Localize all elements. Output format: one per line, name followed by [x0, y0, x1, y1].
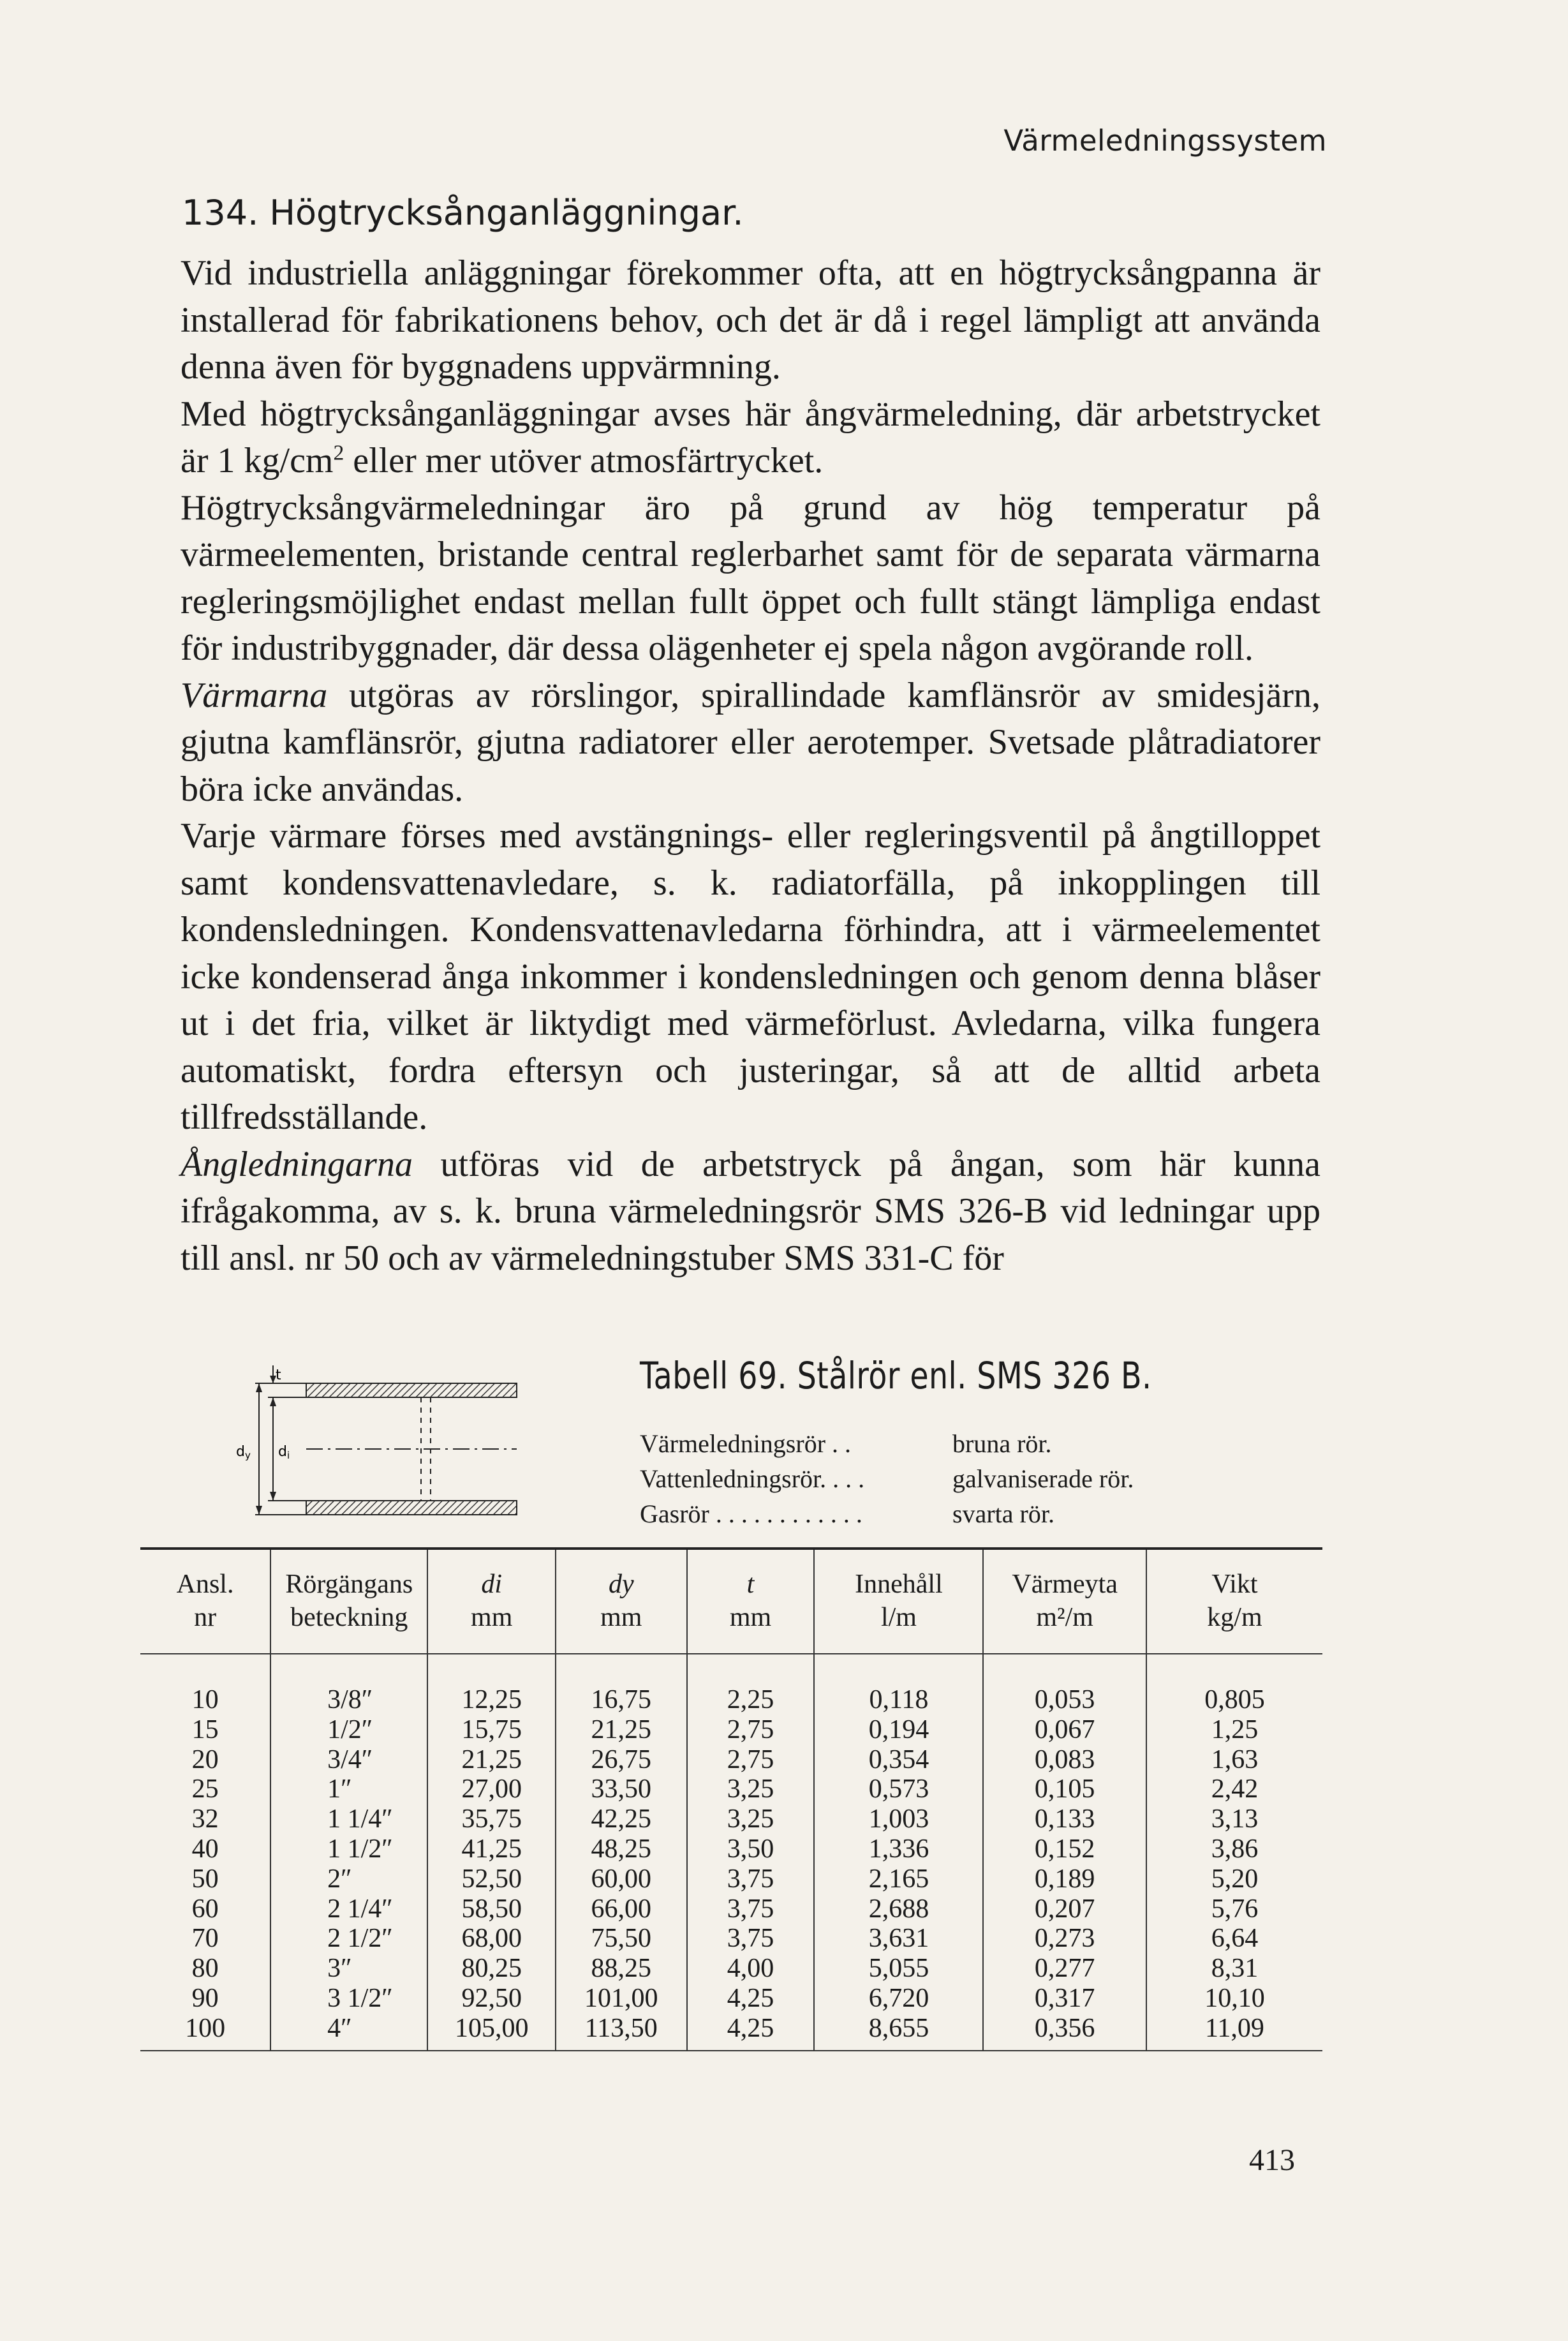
header-line: kg/m: [1207, 1603, 1262, 1632]
table-cell: 5,20: [1146, 1864, 1322, 1894]
table-cell: 3,13: [1146, 1804, 1322, 1834]
paragraph: [181, 1141, 1320, 1282]
paragraph-text: utföras vid de arbetstryck på ångan, som här kunna ifrågakomma, av s. k. bruna värmeledningsrör SMS 326-B vid ledningar upp till ansl. nr 50 och av värmeledningstuber SMS 331-C för: [181, 1144, 1320, 1278]
table-cell: 48,25: [556, 1834, 687, 1864]
paragraph-text: Med högtrycksånganläggningar avses här ångvärmeledning, där arbetstrycket är 1 kg/cm: [181, 394, 1320, 480]
paragraph: Vid industriella anläggningar förekommer ofta, att en högtrycksångpanna är installerad för fabrikationens behov, och det är då i regel lämpligt att använda denna även för byggnadens uppvärmning.: [181, 253, 1320, 387]
paragraph: Högtrycksångvärmeledningar äro på grund av hög temperatur på värmeelementen, bristande central reglerbarhet samt för de separata värmarna regleringsmöjlighet endast mellan fullt öppet och fullt stängt lämpliga endast för industribyggnader, där dessa olägenheter ej spela någon avgörande roll.: [181, 487, 1320, 668]
table-cell: 4,25: [687, 2014, 815, 2050]
table-cell: 5,055: [814, 1954, 983, 1984]
column-header: [556, 1550, 687, 1654]
table-cell: 0,152: [983, 1834, 1146, 1864]
table-cell: 80: [191, 1954, 219, 1984]
table-cell: 1,63: [1146, 1745, 1322, 1775]
table-cell: 60: [191, 1894, 219, 1924]
table-cell: 40: [191, 1834, 219, 1864]
table-cell: 0,207: [983, 1894, 1146, 1924]
table-row: [140, 1954, 1322, 1984]
table-cell: 88,25: [556, 1954, 687, 1984]
table-cell: 3,86: [1146, 1834, 1322, 1864]
table-cell: 100: [185, 2013, 226, 2043]
table-cell: 0,133: [983, 1804, 1146, 1834]
header-line: Rörgängans: [285, 1570, 413, 1599]
table-row: [140, 2014, 1322, 2050]
legend-row: [640, 1426, 1134, 1461]
table-cell: 32: [191, 1804, 219, 1834]
table-cell: 70: [191, 1924, 219, 1954]
table-row: [140, 1834, 1322, 1864]
table-cell: 3,75: [687, 1864, 815, 1894]
table-cell: 2,688: [814, 1894, 983, 1924]
column-header: [814, 1550, 983, 1654]
pipe-wall-bottom: [306, 1501, 517, 1515]
column-header: [1146, 1550, 1322, 1654]
table-cell: 113,50: [556, 2014, 687, 2050]
table-cell: 1,003: [814, 1804, 983, 1834]
header-line: Värmeyta: [1012, 1570, 1118, 1599]
table-cell: 0,083: [983, 1745, 1146, 1775]
table-cell: 8,31: [1146, 1954, 1322, 1984]
header-line: Vikt: [1211, 1570, 1258, 1599]
table-cell: 1,25: [1146, 1715, 1322, 1745]
legend-key: Värmeledningsrör . .: [640, 1429, 852, 1458]
table-cell: 27,00: [427, 1774, 556, 1804]
legend-row: [640, 1461, 1134, 1496]
table-cell: 92,50: [427, 1984, 556, 2014]
pipe-legend: [640, 1426, 1134, 1531]
table-cell: 3,631: [814, 1924, 983, 1954]
body-text: [181, 250, 1320, 1282]
table-cell: 68,00: [427, 1924, 556, 1954]
column-header: [427, 1550, 556, 1654]
table-cell: 60,00: [556, 1864, 687, 1894]
header-line: Innehåll: [855, 1570, 943, 1599]
table-cell: 26,75: [556, 1745, 687, 1775]
legend-value: svarta rör.: [952, 1499, 1054, 1528]
table-cell: 10: [191, 1685, 219, 1714]
table-cell: 12,25: [427, 1654, 556, 1715]
table-bottom-rule: [140, 2050, 1322, 2051]
table-cell: 2″: [270, 1864, 427, 1894]
table-cell: 0,189: [983, 1864, 1146, 1894]
table-cell: 21,25: [427, 1745, 556, 1775]
table-cell: 3/8″: [270, 1654, 427, 1715]
running-head: Värmeledningssystem: [1003, 124, 1327, 158]
column-header: [270, 1550, 427, 1654]
table-cell: 0,273: [983, 1924, 1146, 1954]
label-dy: dy: [236, 1444, 251, 1461]
table-row: [140, 1984, 1322, 2014]
table-cell: 16,75: [556, 1654, 687, 1715]
table-cell: 50: [191, 1864, 219, 1894]
table-row: [140, 1774, 1322, 1804]
legend-key: Vattenledningsrör. . . .: [640, 1464, 865, 1493]
table-cell: 0,053: [983, 1654, 1146, 1715]
table-cell: 3,50: [687, 1834, 815, 1864]
paragraph-text: eller mer utöver atmosfärtrycket.: [344, 441, 824, 480]
table-cell: 2 1/4″: [270, 1894, 427, 1924]
table-cell: 0,067: [983, 1715, 1146, 1745]
table-cell: 101,00: [556, 1984, 687, 2014]
table-cell: 42,25: [556, 1804, 687, 1834]
table-cell: 2,165: [814, 1864, 983, 1894]
table-title: Tabell 69. Stålrör enl. SMS 326 B.: [640, 1354, 1152, 1397]
paragraph: [181, 673, 1320, 814]
header-line: Ansl.: [176, 1570, 234, 1599]
table-cell: 20: [191, 1744, 219, 1774]
table-cell: 11,09: [1146, 2014, 1322, 2050]
paragraph: [181, 391, 1320, 485]
table-cell: 3 1/2″: [270, 1984, 427, 2014]
table-cell: 90: [191, 1983, 219, 2013]
table-cell: 25: [191, 1774, 219, 1804]
table-cell: 0,354: [814, 1745, 983, 1775]
label-t: t: [276, 1367, 281, 1383]
table-cell: 3/4″: [270, 1745, 427, 1775]
table-cell: 1/2″: [270, 1715, 427, 1745]
table-cell: 5,76: [1146, 1894, 1322, 1924]
column-header: [140, 1550, 270, 1654]
table-cell: 2 1/2″: [270, 1924, 427, 1954]
table-cell: 4″: [270, 2014, 427, 2050]
emphasis: Ångledningarna: [181, 1144, 413, 1184]
legend-value: galvaniserade rör.: [952, 1464, 1134, 1493]
table-cell: 10,10: [1146, 1984, 1322, 2014]
table-cell: 3,25: [687, 1774, 815, 1804]
column-header: [687, 1550, 815, 1654]
table-cell: 0,805: [1146, 1654, 1322, 1715]
table-cell: 35,75: [427, 1804, 556, 1834]
table-cell: 6,64: [1146, 1924, 1322, 1954]
table-cell: 3,75: [687, 1924, 815, 1954]
legend-value: bruna rör.: [952, 1429, 1052, 1458]
page-number: 413: [1249, 2143, 1295, 2177]
header-line: mm: [471, 1603, 513, 1632]
table-cell: 1″: [270, 1774, 427, 1804]
table-cell: 80,25: [427, 1954, 556, 1984]
table-cell: 0,194: [814, 1715, 983, 1745]
paragraph-text: utgöras av rörslingor, spirallindade kamflänsrör av smidesjärn, gjutna kamflänsrör, gjutna radiatorer eller aerotemper. Svetsade plåtradiatorer böra icke användas.: [181, 675, 1320, 809]
table-cell: 1 1/4″: [270, 1804, 427, 1834]
table-cell: 0,356: [983, 2014, 1146, 2050]
table-cell: 15: [191, 1714, 219, 1744]
table-row: [140, 1745, 1322, 1775]
table-cell: 8,655: [814, 2014, 983, 2050]
header-line: nr: [194, 1603, 217, 1632]
column-header: [983, 1550, 1146, 1654]
paragraph: Varje värmare förses med avstängnings- eller regleringsventil på ångtilloppet samt kondensvattenavledare, s. k. radiatorfälla, på inkopplingen till kondensledningen. Kondensvattenavledarna förhindra, att i värmeelementet icke kondenserad ånga inkommer i kondensledningen och genom denna blåser ut i det fria, vilket är liktydigt med värmeförlust. Avledarna, vilka fungera automatiskt, fordra eftersyn och justeringar, så att de alltid arbeta tillfredsställande.: [181, 816, 1320, 1137]
table-cell: 4,25: [687, 1984, 815, 2014]
table-cell: 1 1/2″: [270, 1834, 427, 1864]
header-line: t: [746, 1570, 755, 1599]
table-cell: 15,75: [427, 1715, 556, 1745]
pipe-cross-section-diagram: [236, 1353, 536, 1519]
table-cell: 0,118: [814, 1654, 983, 1715]
label-di: di: [278, 1444, 290, 1461]
table-cell: 3,25: [687, 1804, 815, 1834]
table-cell: 0,573: [814, 1774, 983, 1804]
pipe-table: [140, 1547, 1322, 2051]
table-cell: 6,720: [814, 1984, 983, 2014]
table-cell: 75,50: [556, 1924, 687, 1954]
header-line: beteckning: [290, 1603, 408, 1632]
table-cell: 58,50: [427, 1894, 556, 1924]
table-row: [140, 1894, 1322, 1924]
legend-key: Gasrör . . . . . . . . . . . .: [640, 1499, 862, 1528]
table-cell: 2,75: [687, 1715, 815, 1745]
table-row: [140, 1924, 1322, 1954]
header-line: mm: [600, 1603, 642, 1632]
table-cell: 105,00: [427, 2014, 556, 2050]
table-cell: 0,105: [983, 1774, 1146, 1804]
table-cell: 1,336: [814, 1834, 983, 1864]
table-cell: 3″: [270, 1954, 427, 1984]
header-line: mm: [729, 1603, 772, 1632]
header-line: l/m: [880, 1603, 917, 1632]
header-line: dy: [608, 1570, 634, 1599]
table-cell: 2,42: [1146, 1774, 1322, 1804]
table-cell: 0,317: [983, 1984, 1146, 2014]
table-cell: 2,25: [687, 1654, 815, 1715]
header-line: m²/m: [1036, 1603, 1093, 1632]
table-cell: 3,75: [687, 1894, 815, 1924]
table-cell: 0,277: [983, 1954, 1146, 1984]
legend-row: [640, 1496, 1134, 1531]
table-cell: 66,00: [556, 1894, 687, 1924]
table-cell: 41,25: [427, 1834, 556, 1864]
table-row: [140, 1804, 1322, 1834]
table-cell: 33,50: [556, 1774, 687, 1804]
table-row: [140, 1715, 1322, 1745]
section-title: 134. Högtrycksånganläggningar.: [182, 193, 744, 233]
table-cell: 4,00: [687, 1954, 815, 1984]
table-cell: 52,50: [427, 1864, 556, 1894]
emphasis: Värmarna: [181, 675, 328, 715]
table-row: [140, 1864, 1322, 1894]
pipe-wall-top: [306, 1383, 517, 1397]
table-cell: 21,25: [556, 1715, 687, 1745]
header-line: di: [481, 1570, 503, 1599]
superscript: 2: [333, 441, 344, 465]
table-cell: 2,75: [687, 1745, 815, 1775]
table-row: [140, 1654, 1322, 1715]
